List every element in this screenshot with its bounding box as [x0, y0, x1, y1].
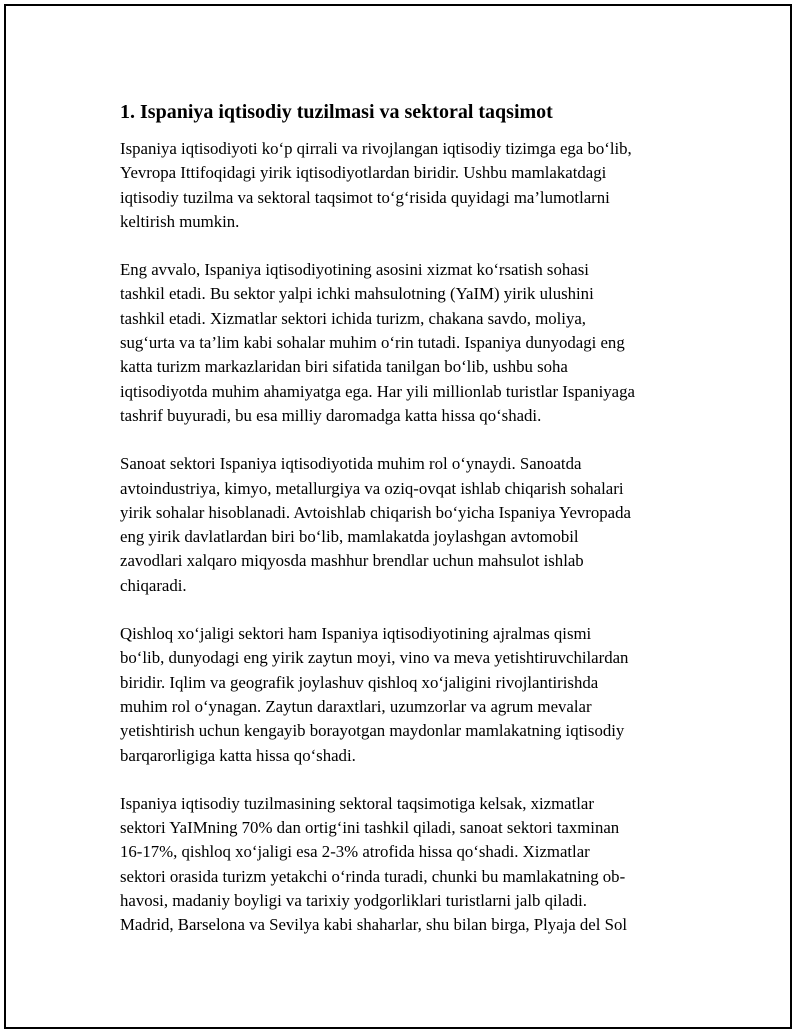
paragraph-line: Qishloq xo‘jaligi sektori ham Ispaniya iqtisodiyotining ajralmas qismi [120, 624, 592, 644]
paragraph-line: sug‘urta va ta’lim kabi sohalar muhim o‘rin tutadi. Ispaniya dunyodagi eng [120, 333, 625, 353]
paragraph-line: yetishtirish uchun kengayib borayotgan maydonlar mamlakatning iqtisodiy [120, 721, 625, 741]
paragraph-line: chiqaradi. [120, 575, 187, 595]
paragraph-3 [120, 452, 695, 598]
paragraph-2 [120, 258, 695, 428]
paragraph-line: tashkil etadi. Xizmatlar sektori ichida turizm, chakana savdo, moliya, [120, 308, 586, 328]
paragraph-line: avtoindustriya, kimyo, metallurgiya va oziq-ovqat ishlab chiqarish sohalari [120, 478, 624, 498]
paragraph-line: keltirish mumkin. [120, 211, 240, 231]
paragraph-line: tashrif buyuradi, bu esa milliy daromadga katta hissa qo‘shadi. [120, 405, 542, 425]
paragraph-line: Ispaniya iqtisodiyoti ko‘p qirrali va rivojlangan iqtisodiy tizimga ega bo‘lib, [120, 139, 632, 158]
paragraph-line: Sanoat sektori Ispaniya iqtisodiyotida muhim rol o‘ynaydi. Sanoatda [120, 454, 582, 474]
paragraph-4 [120, 622, 695, 768]
paragraph-line: Eng avvalo, Ispaniya iqtisodiyotining asosini xizmat ko‘rsatish sohasi [120, 260, 589, 280]
document-page [4, 4, 792, 1029]
paragraph-line: bo‘lib, dunyodagi eng yirik zaytun moyi, vino va meva yetishtiruvchilardan [120, 648, 629, 668]
paragraph-line: yirik sohalar hisoblanadi. Avtoishlab chiqarish bo‘yicha Ispaniya Yevropada [120, 502, 631, 522]
paragraph-line: katta turizm markazlaridan biri sifatida tanilgan bo‘lib, ushbu soha [120, 357, 568, 377]
paragraph-line: Yevropa Ittifoqidagi yirik iqtisodiyotlardan biridir. Ushbu mamlakatdagi [120, 163, 607, 183]
paragraph-line: biridir. Iqlim va geografik joylashuv qishloq xo‘jaligini rivojlantirishda [120, 672, 599, 692]
section-heading: 1. Ispaniya iqtisodiy tuzilmasi va sektoral taqsimot [120, 101, 553, 123]
paragraph-line: iqtisodiy tuzilma va sektoral taqsimot to‘g‘risida quyidagi ma’lumotlarni [120, 187, 610, 207]
paragraph-5 [120, 792, 695, 938]
paragraph-line: iqtisodiyotda muhim ahamiyatga ega. Har yili millionlab turistlar Ispaniyaga [120, 381, 635, 401]
paragraph-line: havosi, madaniy boyligi va tarixiy yodgorliklari turistlarni jalb qiladi. [120, 891, 587, 911]
paragraph-line: muhim rol o‘ynagan. Zaytun daraxtlari, uzumzorlar va agrum mevalar [120, 696, 592, 716]
paragraph-line: tashkil etadi. Bu sektor yalpi ichki mahsulotning (YaIM) yirik ulushini [120, 284, 594, 304]
paragraph-line: eng yirik davlatlardan biri bo‘lib, mamlakatda joylashgan avtomobil [120, 527, 579, 547]
paragraph-line: zavodlari xalqaro miqyosda mashhur brendlar uchun mahsulot ishlab [120, 551, 584, 571]
paragraph-line: 16-17%, qishloq xo‘jaligi esa 2-3% atrofida hissa qo‘shadi. Xizmatlar [120, 842, 590, 862]
paragraph-line: Ispaniya iqtisodiy tuzilmasining sektoral taqsimotiga kelsak, xizmatlar [120, 793, 594, 813]
paragraph-line: sektori YaIMning 70% dan ortig‘ini tashkil qiladi, sanoat sektori taxminan [120, 818, 620, 838]
paragraph-1 [120, 137, 695, 234]
paragraph-line: sektori orasida turizm yetakchi o‘rinda turadi, chunki bu mamlakatning ob- [120, 866, 626, 886]
paragraph-line: barqarorligiga katta hissa qo‘shadi. [120, 745, 356, 765]
paragraph-line: Madrid, Barselona va Sevilya kabi shaharlar, shu bilan birga, Plyaja del Sol [120, 915, 628, 935]
document-content [120, 98, 695, 962]
